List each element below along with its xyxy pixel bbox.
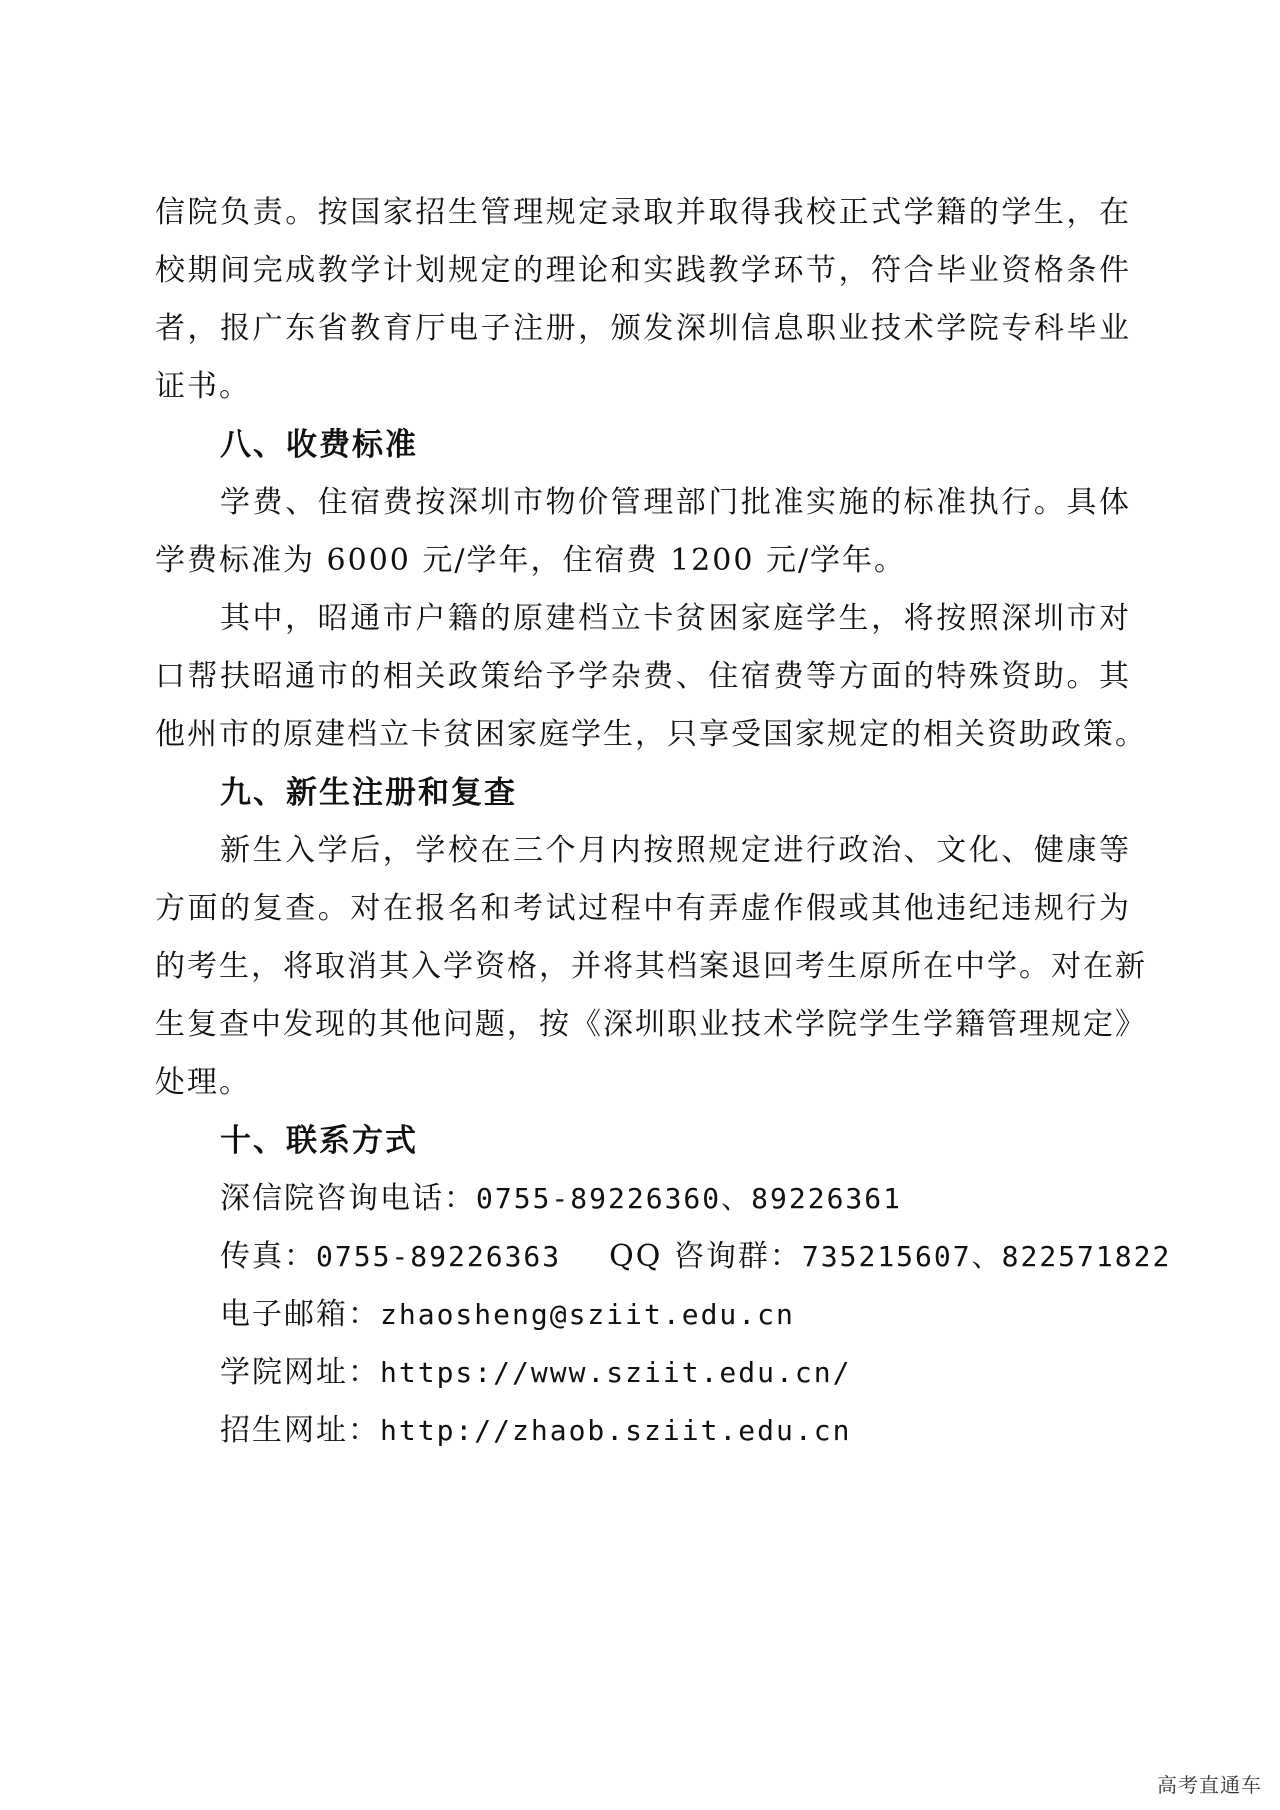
website-link[interactable]: https://www.sziit.edu.cn/ — [380, 1356, 852, 1389]
paragraph-line: 生复查中发现的其他问题，按《深圳职业技术学院学生学籍管理规定》 — [155, 1007, 1147, 1042]
paragraph-line: 方面的复查。对在报名和考试过程中有弄虚作假或其他违纪违规行为 — [155, 891, 1131, 926]
paragraph-line: 处理。 — [155, 1065, 251, 1100]
phone-value: 0755-89226360、89226361 — [476, 1182, 903, 1215]
contact-email-row — [220, 1295, 795, 1335]
section-heading-fees: 八、收费标准 — [220, 427, 418, 463]
phone-label: 深信院咨询电话： — [220, 1181, 476, 1216]
paragraph-line: 学费标准为 6000 元/学年，住宿费 1200 元/学年。 — [155, 543, 907, 578]
section-heading-registration: 九、新生注册和复查 — [220, 775, 517, 811]
contact-website-row — [220, 1353, 851, 1393]
contact-phone-row — [220, 1179, 902, 1219]
fax-value: 0755-89226363 — [316, 1240, 562, 1273]
admission-site-label: 招生网址： — [220, 1413, 380, 1448]
contact-admission-site-row — [220, 1411, 851, 1451]
qq-value: 735215607、822571822 — [801, 1240, 1172, 1273]
paragraph-line: 学费、住宿费按深圳市物价管理部门批准实施的标准执行。具体 — [220, 485, 1131, 520]
email-label: 电子邮箱： — [220, 1297, 380, 1332]
watermark: 高考直通车 — [1157, 1773, 1262, 1797]
paragraph-line: 信院负责。按国家招生管理规定录取并取得我校正式学籍的学生，在 — [155, 195, 1131, 230]
contact-fax-row — [220, 1237, 1171, 1277]
paragraph-line: 口帮扶昭通市的相关政策给予学杂费、住宿费等方面的特殊资助。其 — [155, 659, 1131, 694]
paragraph-line: 校期间完成教学计划规定的理论和实践教学环节，符合毕业资格条件 — [155, 253, 1131, 288]
paragraph-line: 新生入学后，学校在三个月内按照规定进行政治、文化、健康等 — [220, 833, 1131, 868]
section-heading-contact: 十、联系方式 — [220, 1123, 418, 1159]
paragraph-line: 的考生，将取消其入学资格，并将其档案退回考生原所在中学。对在新 — [155, 949, 1147, 984]
paragraph-line: 他州市的原建档立卡贫困家庭学生，只享受国家规定的相关资助政策。 — [155, 717, 1147, 752]
admission-site-link[interactable]: http://zhaob.sziit.edu.cn — [380, 1414, 852, 1447]
paragraph-line: 证书。 — [155, 369, 251, 404]
fax-label: 传真： — [220, 1239, 316, 1274]
website-label: 学院网址： — [220, 1355, 380, 1390]
paragraph-line: 其中，昭通市户籍的原建档立卡贫困家庭学生，将按照深圳市对 — [220, 601, 1131, 636]
email-link[interactable]: zhaosheng@sziit.edu.cn — [380, 1298, 795, 1331]
qq-label: QQ 咨询群： — [609, 1239, 802, 1274]
paragraph-line: 者，报广东省教育厅电子注册，颁发深圳信息职业技术学院专科毕业 — [155, 311, 1131, 346]
